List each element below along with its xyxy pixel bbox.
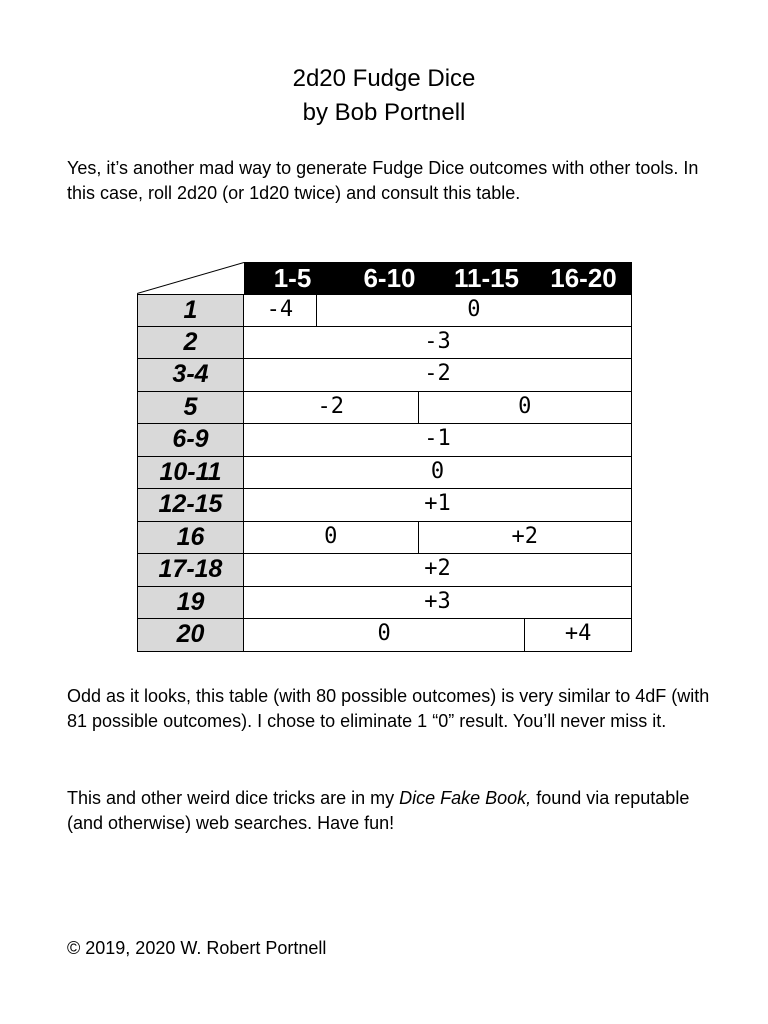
closing-paragraph: [67, 786, 717, 836]
outcome-cell: -2: [244, 359, 632, 392]
intro-line-2: tools. In this case, roll 2d20 (or 1d20 twice) and consult this table.: [67, 158, 699, 203]
outcome-cell: +2: [419, 522, 632, 555]
outcome-cell: 0: [244, 457, 632, 490]
closing-text-before: This and other weird dice tricks are in my: [67, 788, 400, 808]
outcome-cell: -4: [244, 294, 317, 327]
outcome-cell: +3: [244, 587, 632, 620]
row-header-10-11: 10-11: [137, 457, 244, 490]
row-header-19: 19: [137, 587, 244, 620]
outcome-cell: 0: [317, 294, 632, 327]
column-header-11-15: 11-15: [453, 263, 520, 293]
title-line-1: 2d20 Fudge Dice: [292, 65, 476, 92]
page-title: [0, 62, 768, 130]
column-header-1-5: 1-5: [273, 263, 312, 293]
column-header-row: [244, 262, 632, 294]
title-line-2: by Bob Portnell: [302, 99, 466, 126]
explanation-line-2: 4dF (with 81 possible outcomes). I chose to eliminate 1 “0” result.: [67, 686, 710, 731]
column-header-6-10: 6-10: [363, 263, 416, 293]
outcome-cell: 0: [419, 392, 632, 425]
book-title: Dice Fake Book,: [399, 788, 532, 808]
row-header-20: 20: [137, 619, 244, 652]
column-header-16-20: 16-20: [550, 263, 617, 293]
closing-line-2: reputable (and otherwise) web searches. Have fun!: [67, 788, 690, 833]
outcome-cell: +2: [244, 554, 632, 587]
intro-paragraph: [67, 156, 717, 206]
row-header-16: 16: [137, 522, 244, 555]
row-header-1: 1: [137, 294, 244, 327]
outcome-cell: +4: [525, 619, 632, 652]
intro-line-1: Yes, it’s another mad way to generate Fudge Dice outcomes with other: [67, 158, 631, 178]
outcome-cell: -2: [244, 392, 419, 425]
row-header-3-4: 3-4: [137, 359, 244, 392]
row-header-6-9: 6-9: [137, 424, 244, 457]
dice-table: [137, 262, 632, 652]
row-header-5: 5: [137, 392, 244, 425]
row-header-2: 2: [137, 327, 244, 360]
table-corner-diagonal: [137, 262, 244, 294]
outcome-cell: -1: [244, 424, 632, 457]
closing-line-1: [67, 788, 609, 808]
outcome-cell: -3: [244, 327, 632, 360]
row-header-17-18: 17-18: [137, 554, 244, 587]
explanation-line-1: Odd as it looks, this table (with 80 possible outcomes) is very similar to: [67, 686, 631, 706]
explanation-paragraph: [67, 684, 717, 734]
explanation-line-3: You’ll never miss it.: [512, 711, 667, 731]
copyright-footer: © 2019, 2020 W. Robert Portnell: [67, 938, 327, 958]
row-header-12-15: 12-15: [137, 489, 244, 522]
outcome-cell: 0: [244, 619, 525, 652]
closing-text-after: found via: [531, 788, 610, 808]
outcome-cell: +1: [244, 489, 632, 522]
outcome-cell: 0: [244, 522, 419, 555]
